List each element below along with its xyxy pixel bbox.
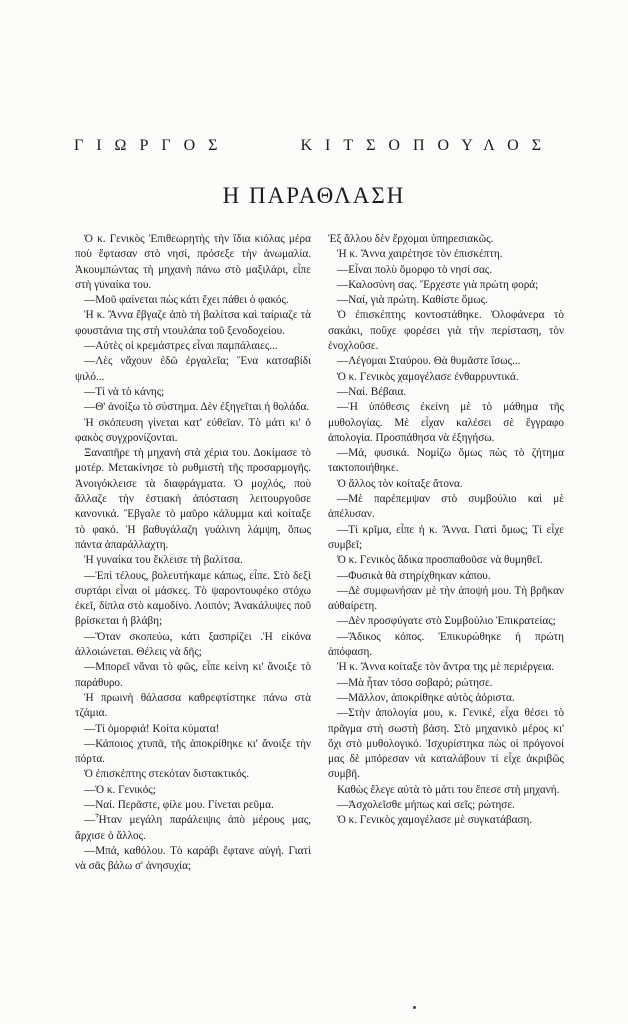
paragraph: —Μπορεῖ νἄναι τὸ φῶς, εἶπε κείνη κι' ἄνοιξε τὸ παράθυρο.: [75, 661, 311, 689]
paragraph: Ὁ κ. Γενικὸς Ἐπιθεωρητὴς τὴν ἴδια κιόλας μέρα ποὺ ἔφτασαν στὸ νησί, πρόσεξε τὴν ἀνωμαλία. Ἀκουμπώντας τὴ μηχανὴ πάνω στὸ μαξιλάρι, εἶπε στὴ γυναίκα του.: [75, 233, 311, 291]
paragraph: Ὁ ἐπισκέπτης στεκόταν διστακτικός.: [84, 768, 250, 781]
paragraph: —Μοῦ φαίνεται πὼς κάτι ἔχει πάθει ὁ φακός.: [84, 294, 289, 307]
paragraph: Ἡ κ. Ἄννα ἔβγαζε ἀπὸ τὴ βαλίτσα καὶ ταίριαζε τὰ φουστάνια της στὴ ντουλάπα τοῦ ξενοδοχείου.: [75, 309, 311, 337]
paragraph: —Δὲν προσφύγατε στὸ Συμβούλιο Ἐπικρατείας;: [337, 615, 556, 628]
paragraph: —Ἐπὶ τέλους, βολευτήκαμε κάπως, εἶπε. Στὸ δεξὶ συρτάρι εἶναι οἱ μάσκες. Τὸ ψαροντουφέκο στόχω ἐκεῖ, δίπλα στὸ καμοδίνο. Λοιπόν; Ἀνακάλυψες ποῦ βρίσκεται ἡ βλάβη;: [75, 569, 311, 628]
paragraph: —Μᾶλλον, ἀποκρίθηκε αὐτὸς ἀόριστα.: [337, 691, 515, 704]
right-column: [328, 232, 564, 829]
paragraph: —Φυσικὰ θὰ στηρίχθηκαν κάπου.: [337, 569, 491, 582]
paragraph: —Στὴν ἀπολογία μου, κ. Γενικέ, εἶχα θέσει τὸ πρᾶγμα στὴ σωστὴ βάση. Στὸ μηχανικὸ μέρος κι' ὄχι στὸ μυθολογικό. Ἰσχυρίστηκα πὼς οἱ πρόγονοί μας δὲ μπόρεσαν νὰ καταλάβουν τί εἶχε ἀκριβῶς συμβῆ.: [328, 707, 564, 781]
paragraph: —Ἡ ὑπόθεσις ἐκείνη μὲ τὸ μάθημα τῆς μυθολογίας. Μὲ εἶχαν καλέσει σὲ ἔγγραφο ἀπολογία. Προσπάθησα νὰ ἐξηγήσω.: [328, 401, 564, 444]
paragraph: —Καλοσύνη σας. Ἔρχεστε γιὰ πρώτη φορά;: [337, 278, 539, 291]
paragraph: Ὁ κ. Γενικὸς ἄδικα προσπαθοῦσε νὰ θυμηθεῖ.: [337, 554, 543, 567]
paragraph: —Ναί. Περᾶστε, φίλε μου. Γίνεται ρεῦμα.: [84, 798, 274, 811]
author-first-name: ΓΙΩΡΓΟΣ: [73, 137, 231, 154]
paragraph: —Αὐτὲς οἱ κρεμάστρες εἶναι παμπάλαιες...: [84, 340, 278, 353]
paragraph: —Λέγομαι Σταύρου. Θὰ θυμᾶστε ἴσως...: [337, 355, 521, 368]
paragraph: Ἡ κ. Ἄννα χαιρέτησε τὸν ἐπισκέπτη.: [337, 248, 503, 261]
paragraph: Ἡ κ. Ἄννα κοίταξε τὸν ἄντρα της μὲ περιέργεια.: [337, 661, 555, 674]
paragraph: —Εἶναι πολὺ ὄμορφο τὸ νησί σας.: [337, 263, 493, 276]
paragraph: —Μὰ ἦταν τόσο σοβαρό; ρώτησε.: [337, 676, 493, 689]
paragraph: Ἡ πρωινὴ θάλασσα καθρεφτίστηκε πάνω στὰ τζάμια.: [75, 691, 311, 720]
left-column: [75, 232, 311, 874]
paragraph: Ὁ κ. Γενικὸς χαμογέλασε ἐνθαρρυντικά.: [337, 370, 519, 383]
story-title: Η ΠΑΡΑΘΛΑΣΗ: [222, 183, 406, 208]
paragraph: —Ἦταν μεγάλη παράλειψις ἀπὸ μέρους μας, ἄρχισε ὁ ἄλλος.: [75, 814, 311, 842]
paragraph: —Λὲς νἄχουν ἐδῶ ἐργαλεῖα; Ἕνα κατσαβίδι ψιλό...: [75, 355, 311, 383]
paragraph: —Κάποιος χτυπᾶ, τῆς ἀποκρίθηκε κι' ἄνοιξε τὴν πόρτα.: [75, 737, 311, 766]
paragraph: —Ναί, γιὰ πρώτη. Καθίστε ὅμως.: [337, 294, 488, 307]
paragraph: —Τί ὀμορφιά! Κοίτα κύματα!: [84, 722, 220, 735]
paragraph: Καθὼς ἔλεγε αὐτὰ τὸ μάτι του ἔπεσε στὴ μηχανή.: [337, 783, 560, 796]
paragraph: Ἡ σκόπευση γίνεται κατ' εὐθεῖαν. Τὸ μάτι κι' ὁ φακὸς συγχρονίζονται.: [75, 416, 311, 444]
paragraph: —Δὲ συμφωνήσαν μὲ τὴν ἀποψή μου. Τὴ βρῆκαν αὐθαίρετη.: [328, 584, 564, 613]
paragraph: —Μὲ παρέπεμψαν στὸ συμβούλιο καὶ μὲ ἀπέλυσαν.: [328, 493, 564, 521]
paragraph: Ξαναπῆρε τὴ μηχανὴ στὰ χέρια του. Δοκίμασε τὸ μοτέρ. Μετακίνησε τὸ ρυθμιστὴ τῆς προσαρμογῆς. Ἀνοιγόκλεισε τὰ διαφράγματα. Ὁ μοχλός, ποὺ ἄλλαζε τὴν ἑστιακὴ ἀπόσταση λειτουργοῦσε κανονικά. Ἔβγαλε τὸ μαῦρο κάλυμμα καὶ κοίταξε τὸ φακό. Ἡ βαθυγάλαζη γυάλινη λάμψη, ὅπως πάντα ἀπαράλλαχτη.: [75, 447, 311, 551]
author-last-name: ΚΙΤΣΟΠΟΥΛΟΣ: [300, 137, 555, 154]
paragraph: —Ναί. Βέβαια.: [337, 385, 407, 398]
paragraph: —Ὅταν σκοπεύω, κάτι ξασπρίζει .Ἡ εἰκόνα ἀλλοιώνεται. Θέλεις νὰ δῆς;: [75, 630, 311, 659]
paragraph: —Μά, φυσικά. Νομίζω ὅμως πὼς τὸ ζήτημα τακτοποιήθηκε.: [328, 447, 564, 475]
paragraph: —Ἀσχολεῖσθε μήπως καὶ σεῖς; ρώτησε.: [337, 798, 515, 811]
page-dot: [413, 1006, 416, 1009]
paragraph: Ὁ ἐπισκέπτης κοντοστάθηκε. Ὁλοφάνερα τὸ σακάκι, ποὔχε φορέσει γιὰ τὴν περίσταση, τὸν ἐνοχλοῦσε.: [328, 309, 564, 353]
paragraph: Ὁ ἄλλος τὸν κοίταξε ἄτονα.: [337, 477, 463, 490]
paragraph: —Τί κρῖμα, εἶπε ἡ κ. Ἄννα. Γιατὶ ὅμως; Τί εἶχε συμβεῖ;: [328, 523, 564, 551]
paragraph: —Τί νὰ τὸ κάνης;: [84, 385, 165, 398]
paragraph: Ἡ γυναίκα του ἔκλεισε τὴ βαλίτσα.: [84, 554, 243, 567]
paragraph: Ὁ κ. Γενικὸς χαμογέλασε μὲ συγκατάβαση.: [337, 814, 533, 827]
author-name: [0, 137, 628, 155]
paragraph: —Μπά, καθόλου. Τὸ καράβι ἔφτανε αὐγή. Γιατὶ νὰ σᾶς βάλω σ' ἀνησυχία;: [75, 844, 311, 873]
paragraph: —Θ' ἀνοίξω τὸ σύστημα. Δὲν ἐξηγεῖται ἡ θολάδα.: [84, 401, 310, 414]
paragraph: —Ἄδικος κόπος. Ἐπικυρώθηκε ἡ πρώτη ἀπόφαση.: [328, 630, 564, 659]
paragraph: —Ὁ κ. Γενικός;: [84, 783, 156, 796]
paragraph: Ἐξ ἄλλου δὲν ἔρχομαι ὑπηρεσιακῶς.: [328, 233, 494, 245]
